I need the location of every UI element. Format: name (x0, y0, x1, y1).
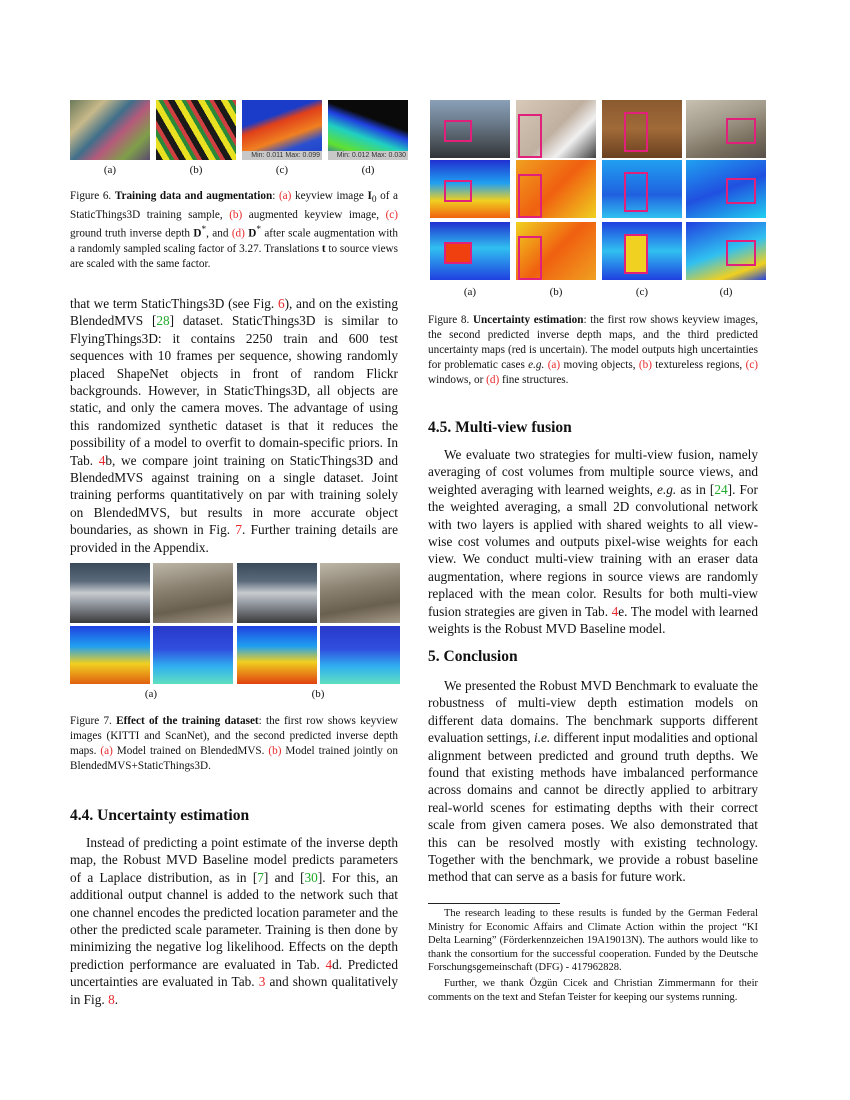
fig7-depth-a-scannet (153, 626, 233, 684)
cite-30[interactable]: 30 (304, 869, 318, 885)
section-4-4-heading: 4.4. Uncertainty estimation (70, 807, 250, 824)
cite-7[interactable]: 7 (257, 869, 264, 885)
fig6-image-d (328, 100, 408, 160)
fig8-uncert-b (516, 222, 596, 280)
fig8-uncert-c (602, 222, 682, 280)
fig6-image-a (70, 100, 150, 160)
ref-fig6[interactable]: 6 (277, 296, 285, 311)
fig7-sub-a: (a) (144, 688, 158, 700)
ref-tab4[interactable]: 4 (98, 452, 106, 468)
fig6-sub-c: (c) (275, 164, 289, 176)
fig8-sub-a: (a) (463, 286, 477, 298)
ref-tab4-e[interactable]: 4 (611, 603, 619, 619)
fig7-depth-a-kitti (70, 626, 150, 684)
fig8-depth-a (430, 160, 510, 218)
section-5-body: We presented the Robust MVD Benchmark to evaluate the robustness of multi-view depth estimation models on different data domains. The benchmark supports different evaluation settings, i.e. different input modalities and optional alignment between predicted and ground truth depths. We found that existing methods have imbalanced performance across domains and cannot be directly applied to arbitrary real-world scenes for estimating depths with their correct scale from given camera poses. We also demonstrated that this can be resolved mostly with existing technology. Together with the benchmark, we provide a robust baseline method that can serve as a basis for future work. (428, 678, 758, 885)
fig6-caption: Figure 6. Training data and augmentation: (a) keyview image $I_0$ of a StaticThings3D training sample, (b) augmented keyview image, (c) ground truth inverse depth D*, and (d) D* after scale augmentation with a randomly sampled scaling factor of 3.27. Translations t to source views are scaled with the same factor. (70, 190, 399, 270)
section-5-heading: 5. Conclusion (428, 648, 518, 665)
fig7-depth-b-kitti (237, 626, 317, 684)
fig7-image-b-kitti (237, 563, 317, 623)
fig7-caption: Figure 7. Effect of the training dataset: the first row shows keyview images (KITTI and ScanNet), and the second predicted inverse depth maps. (a) Model trained on BlendedMVS. (b) Model trained jointly on BlendedMVS+StaticThings3D. (70, 715, 399, 772)
fig8-key-d (686, 100, 766, 158)
fig8-sub-b: (b) (549, 286, 563, 298)
fig7-sub-b: (b) (311, 688, 325, 700)
ref-fig8[interactable]: 8 (108, 991, 115, 1007)
fig8-caption: Figure 8. Uncertainty estimation: the first row shows keyview images, the second predicted inverse depth maps, and the third predicted uncertainty maps (red is uncertain). The model outputs high uncertainties for problematic cases e.g. (a) moving objects, (b) textureless regions, (c) windows, or (d) fine structures. (428, 314, 759, 386)
footnote-funding: The research leading to these results is funded by the German Federal Ministry for Economic Affairs and Climate Action within the project “KI Delta Learning” (Förderkennzeichen 19A19013N). The authors would like to thank the consortium for the successful cooperation. Funded by the Deutsche Forschungsgemeinschaft (DFG) - 417962828. (428, 908, 758, 974)
fig8-key-c (602, 100, 682, 158)
fig6-sub-d: (d) (361, 164, 375, 176)
fig8-depth-c (602, 160, 682, 218)
fig7-image-b-scannet (320, 563, 400, 623)
left-paragraph-1: that we term StaticThings3D (see Fig. 6), and on the existing BlendedMVS [28] dataset. StaticThings3D is similar to FlyingThings3D: it contains 2250 train and 600 test sequences with 10 frames per sequence, showing randomly placed ShapeNet objects in front of random Flickr backgrounds. However, in StaticThings3D, all objects are static, and only the camera moves. The advantage of using this randomized synthetic dataset is that it reduces the possibility of a model to overfit to domain-specific priors. In Tab. 4b, we compare joint training on StaticThings3D and BlendedMVS against training on a single dataset. Joint training performs quantitatively on par with training solely on BlendedMVS, but results in more accurate object boundaries, as shown in Fig. 7. Further training details are provided in the Appendix. (70, 296, 398, 555)
fig6-image-c (242, 100, 322, 160)
footnote (428, 907, 758, 1004)
fig7-depth-b-scannet (320, 626, 400, 684)
fig8-uncert-a (430, 222, 510, 280)
fig6-image-b (156, 100, 236, 160)
cite-24[interactable]: 24 (714, 481, 728, 497)
fig8-sub-d: (d) (719, 286, 733, 298)
cite-28[interactable]: 28 (156, 313, 170, 329)
ref-tab4-d[interactable]: 4 (325, 956, 333, 972)
fig8-key-b (516, 100, 596, 158)
ref-tab3[interactable]: 3 (258, 974, 266, 990)
fig7-image-a-scannet (153, 563, 233, 623)
section-4-5-heading: 4.5. Multi-view fusion (428, 419, 572, 436)
footnote-thanks: Further, we thank Özgün Cicek and Christian Zimmermann for their comments on the text and Stefan Teister for keeping our systems running. (428, 977, 758, 1003)
footnote-rule (428, 903, 560, 904)
section-4-5-body: We evaluate two strategies for multi-view fusion, namely averaging of cost volumes from multiple source views, and weighted averaging with learned weights, e.g. as in [24]. For the weighted averaging, a small 2D convolutional network with two layers is applied with shared weights to all view-wise cost volumes and outputs pixel-wise weights for each view. We conduct multi-view training with an eraser data augmentation, where regions in source views are randomly replaced with the mean color. Results for both multi-view fusion strategies are given in Tab. 4e. The model with learned weights is the Robust MVD Baseline model. (428, 447, 758, 637)
fig8-uncert-d (686, 222, 766, 280)
fig8-key-a (430, 100, 510, 158)
section-4-4-body: Instead of predicting a point estimate of the inverse depth map, the Robust MVD Baseline model predicts parameters of a Laplace distribution, as in [7] and [30]. For this, an additional output channel is added to the network such that one channel encodes the predicted location parameter and the other the predicted scale parameter. Training is then done by minimizing the negative log likelihood. Effects on the depth prediction performance are evaluated in Tab. 4d. Predicted uncertainties are evaluated in Tab. 3 and shown qualitatively in Fig. 8. (70, 835, 398, 1007)
fig6-sub-a: (a) (103, 164, 117, 176)
ref-fig7[interactable]: 7 (235, 522, 243, 538)
fig8-depth-b (516, 160, 596, 218)
fig6-sub-b: (b) (189, 164, 203, 176)
fig6-minmax-d: Min: 0.012 Max: 0.030 (328, 151, 408, 160)
fig8-sub-c: (c) (635, 286, 649, 298)
fig6-minmax-c: Min: 0.011 Max: 0.099 (242, 151, 322, 160)
fig7-image-a-kitti (70, 563, 150, 623)
fig8-depth-d (686, 160, 766, 218)
